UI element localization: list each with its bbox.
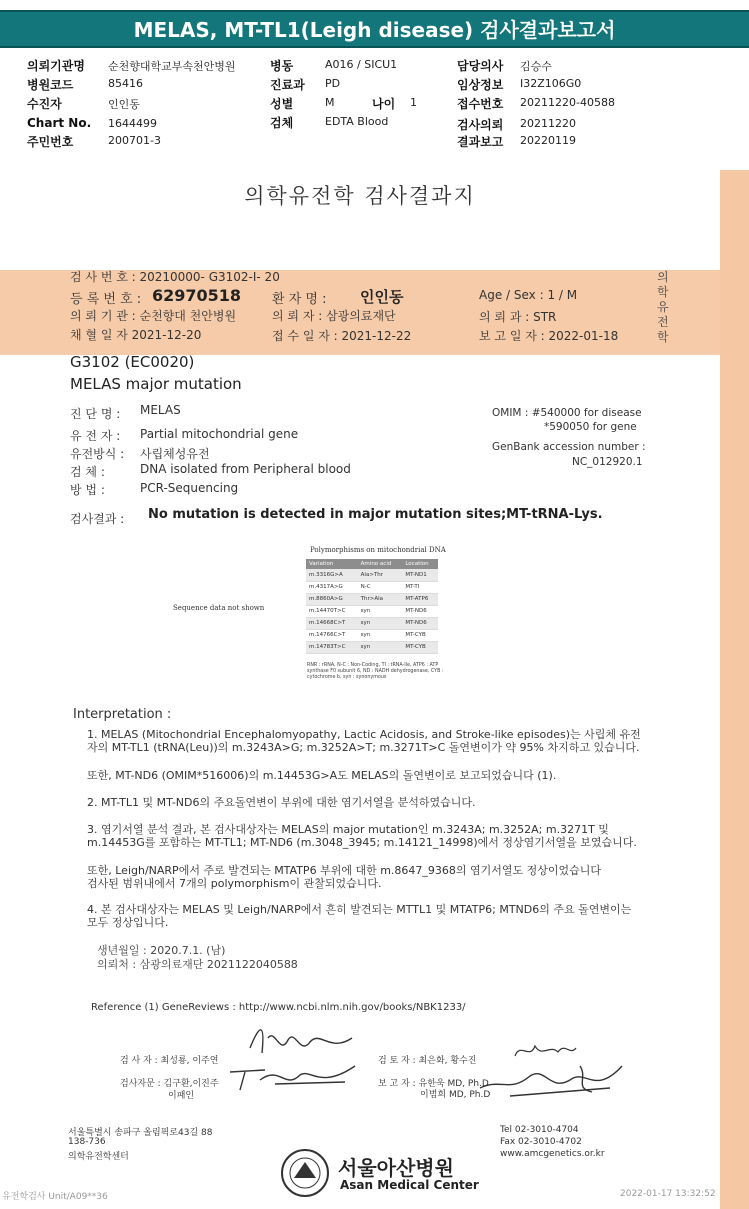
- website[interactable]: www.amcgenetics.or.kr: [500, 1149, 605, 1159]
- info-label: 의뢰기관명: [27, 59, 85, 73]
- info-value: PD: [325, 77, 341, 90]
- table-cell: MT-TI: [402, 581, 438, 593]
- info-value: 200701-3: [108, 134, 161, 147]
- table-row: [306, 569, 438, 581]
- patient-label: 환 자 명 :: [272, 292, 327, 307]
- supervisor-2: 이패인: [168, 1091, 195, 1101]
- table-cell: N-C: [358, 581, 403, 593]
- patient-name: 인인동: [360, 288, 404, 306]
- info-label: 성별: [270, 97, 294, 111]
- table-cell: MT-ATP6: [402, 593, 438, 605]
- hospital-name-korean: 서울아산병원: [338, 1156, 454, 1180]
- hospital-name-english: Asan Medical Center: [340, 1178, 479, 1192]
- table-cell: m.4317A>G: [306, 581, 358, 593]
- info-value: 20211220-40588: [520, 96, 615, 109]
- reporter: 보 고 자 : 유한욱 MD, Ph.D: [378, 1079, 489, 1089]
- table-cell: MT-CYB: [402, 641, 438, 653]
- table-cell: syn: [358, 617, 403, 629]
- info-label: 주민번호: [27, 135, 74, 149]
- detail-value: DNA isolated from Peripheral blood: [140, 462, 351, 476]
- info-label: 진료과: [270, 78, 305, 92]
- test-name: MELAS major mutation: [70, 375, 242, 393]
- result-label: 검사결과 :: [70, 512, 125, 526]
- table-cell: Thr>Ala: [358, 593, 403, 605]
- table-row: [306, 641, 438, 653]
- center-name: 의학유전학센터: [68, 1152, 129, 1162]
- info-value: 1: [410, 96, 417, 109]
- signature-examiner: [240, 1018, 360, 1060]
- document-title: 의학유전학 검사결과지: [244, 184, 476, 208]
- interpretation-paragraph: 4. 본 검사대상자는 MELAS 및 Leigh/NARP에서 흔히 발견되는 MTTL1 및 MTATP6; MTND6의 주요 돌연변이는 모두 정상입니다.: [87, 903, 632, 929]
- detail-label: 유전방식 :: [70, 447, 125, 461]
- age-sex: Age / Sex : 1 / M: [479, 288, 578, 302]
- department: 의 뢰 과 : STR: [479, 310, 557, 324]
- info-label: 병동: [270, 59, 294, 73]
- right-margin-stripe: [720, 170, 749, 1209]
- genbank-id: NC_012920.1: [572, 456, 643, 468]
- detail-label: 방 법 :: [70, 483, 105, 497]
- table-cell: m.14668C>T: [306, 617, 358, 629]
- detail-label: 검 체 :: [70, 465, 105, 479]
- fax: Fax 02-3010-4702: [500, 1137, 582, 1147]
- info-label: 나이: [372, 97, 396, 111]
- info-value: 85416: [108, 77, 143, 90]
- interpretation-paragraph: 또한, MT-ND6 (OMIM*516006)의 m.14453G>A도 MELAS의 돌연변이로 보고되었습니다 (1).: [87, 769, 557, 782]
- signature-reporter: [470, 1058, 630, 1100]
- postal-code: 138-736: [68, 1137, 106, 1147]
- info-value: 순천향대학교부속천안병원: [108, 60, 236, 73]
- interpretation-title: Interpretation :: [73, 707, 172, 722]
- sequence-note: Sequence data not shown: [173, 604, 265, 612]
- genbank-label: GenBank accession number :: [492, 441, 646, 453]
- reviewer: 검 토 자 : 최은화, 황수진: [378, 1056, 477, 1066]
- table-cell: MT-ND1: [402, 569, 438, 581]
- detail-label: 진 단 명 :: [70, 407, 121, 421]
- table-cell: syn: [358, 641, 403, 653]
- omim-gene: *590050 for gene: [544, 421, 637, 433]
- footer-unit: 유전학검사 Unit/A09**36: [2, 1192, 108, 1202]
- info-value: 1644499: [108, 117, 157, 130]
- table-cell: syn: [358, 629, 403, 641]
- info-value: A016 / SICU1: [325, 58, 398, 71]
- report-date: 보 고 일 자 : 2022-01-18: [479, 329, 619, 343]
- report-header-bar: [0, 10, 749, 48]
- test-code: G3102 (EC0020): [70, 353, 195, 371]
- table-cell: m.8860A>G: [306, 593, 358, 605]
- column-header: Location: [402, 559, 438, 569]
- info-value: 20211220: [520, 117, 576, 130]
- table-row: [306, 593, 438, 605]
- table-cell: syn: [358, 605, 403, 617]
- table-cell: m.14783T>C: [306, 641, 358, 653]
- info-label: 접수번호: [457, 97, 504, 111]
- table-cell: MT-ND6: [402, 617, 438, 629]
- exam-number: 검 사 번 호 : 20210000- G3102-I- 20: [70, 270, 280, 284]
- reporter-2: 이범희 MD, Ph.D: [420, 1090, 491, 1100]
- signature-supervisor: [225, 1060, 360, 1096]
- info-value: I32Z106G0: [520, 77, 582, 90]
- table-row: [306, 617, 438, 629]
- interpretation-paragraph: 또한, Leigh/NARP에서 주로 발견되는 MTATP6 부위에 대한 m.8647_9368의 염기서열도 정상이었습니다: [87, 864, 602, 877]
- registration-label: 등 록 번 호 :: [70, 292, 142, 307]
- info-label: Chart No.: [27, 116, 92, 130]
- table-row: [306, 581, 438, 593]
- info-value: 20220119: [520, 134, 576, 147]
- result-text: No mutation is detected in major mutation sites;MT-tRNA-Lys.: [148, 507, 603, 522]
- column-header: Variation: [306, 559, 358, 569]
- asan-foundation-seal-icon: [280, 1148, 330, 1198]
- polymorphism-footnote: RNR : rRNA, N-C : Non-Coding, TI : tRNA-Ile, ATP6 : ATP synthase F0 subunit 6, ND : NADH dehydrogenase, CYB : cytochrome b, syn : synonymous: [307, 663, 444, 680]
- table-cell: Ala>Thr: [358, 569, 403, 581]
- column-header: Amino acid: [358, 559, 403, 569]
- info-label: 결과보고: [457, 135, 504, 149]
- interpretation-paragraph: 2. MT-TL1 및 MT-ND6의 주요돌연변이 부위에 대한 염기서열을 분석하였습니다.: [87, 796, 476, 809]
- requesting-institution: 의 뢰 기 관 : 순천향대 천안병원: [70, 309, 237, 323]
- table-cell: MT-CYB: [402, 629, 438, 641]
- birth-date: 생년월일 : 2020.7.1. (남): [97, 944, 226, 957]
- info-label: 검사의뢰: [457, 118, 504, 132]
- info-value: 김승수: [520, 60, 552, 73]
- info-label: 담당의사: [457, 59, 504, 73]
- table-cell: MT-ND6: [402, 605, 438, 617]
- info-label: 임상정보: [457, 78, 504, 92]
- omim-disease: OMIM : #540000 for disease: [492, 407, 642, 419]
- table-cell: m.3316G>A: [306, 569, 358, 581]
- detail-label: 유 전 자 :: [70, 429, 121, 443]
- table-cell: m.14766C>T: [306, 629, 358, 641]
- supervisor: 검사자문 : 김구환,이진주: [120, 1079, 219, 1089]
- report-title: MELAS, MT-TL1(Leigh disease) 검사결과보고서: [133, 18, 616, 42]
- side-label: 의학유전학: [657, 270, 669, 344]
- address-line: 서울특별시 송파구 올림픽로43길 88: [68, 1128, 213, 1138]
- detail-value: Partial mitochondrial gene: [140, 427, 299, 441]
- interpretation-paragraph: 1. MELAS (Mitochondrial Encephalomyopathy, Lactic Acidosis, and Stroke-like episodes)는 사립체 유전자의 MT-TL1 (tRNA(Leu))의 m.3243A>G; m.3252A>T; m.3271T>C 돌연변이가 약 95% 차지하고 있습니다.: [87, 728, 641, 754]
- info-label: 검체: [270, 116, 294, 130]
- orderer: 의 뢰 자 : 삼광의료재단: [272, 309, 396, 323]
- collection-date: 채 혈 일 자 2021-12-20: [70, 328, 202, 342]
- interpretation-paragraph: 검사된 범위내에서 7개의 polymorphism이 관찰되었습니다.: [87, 877, 382, 890]
- reference-link[interactable]: Reference (1) GeneReviews : http://www.ncbi.nlm.nih.gov/books/NBK1233/: [91, 1002, 466, 1013]
- info-value: EDTA Blood: [325, 115, 389, 128]
- polymorphism-table: [306, 559, 438, 654]
- detail-value: PCR-Sequencing: [140, 481, 239, 495]
- receipt-date: 접 수 일 자 : 2021-12-22: [272, 329, 412, 343]
- registration-number: 62970518: [152, 286, 242, 305]
- footer-timestamp: 2022-01-17 13:32:52: [620, 1189, 716, 1199]
- info-label: 병원코드: [27, 78, 74, 92]
- examiner: 검 사 자 : 최성룡, 이주연: [120, 1056, 219, 1066]
- table-row: [306, 629, 438, 641]
- referral-org: 의뢰처 : 삼광의료재단 2021122040588: [97, 958, 298, 971]
- table-row: [306, 605, 438, 617]
- polymorphism-caption: Polymorphisms on mitochondrial DNA: [310, 546, 446, 554]
- info-value: M: [325, 96, 335, 109]
- detail-value: MELAS: [140, 403, 181, 417]
- info-value: 인인동: [108, 98, 140, 111]
- table-cell: m.14470T>C: [306, 605, 358, 617]
- telephone: Tel 02-3010-4704: [500, 1125, 579, 1135]
- detail-value: 사립체성유전: [140, 447, 210, 461]
- interpretation-paragraph: 3. 염기서열 분석 결과, 본 검사대상자는 MELAS의 major mutation인 m.3243A; m.3252A; m.3271T 및 m.14453G를 포함하는 MT-TL1; MT-ND6 (m.3048_3945; m.14121_14998)에서 정상염기서열을 보였습니다.: [87, 823, 637, 849]
- info-label: 수진자: [27, 97, 62, 111]
